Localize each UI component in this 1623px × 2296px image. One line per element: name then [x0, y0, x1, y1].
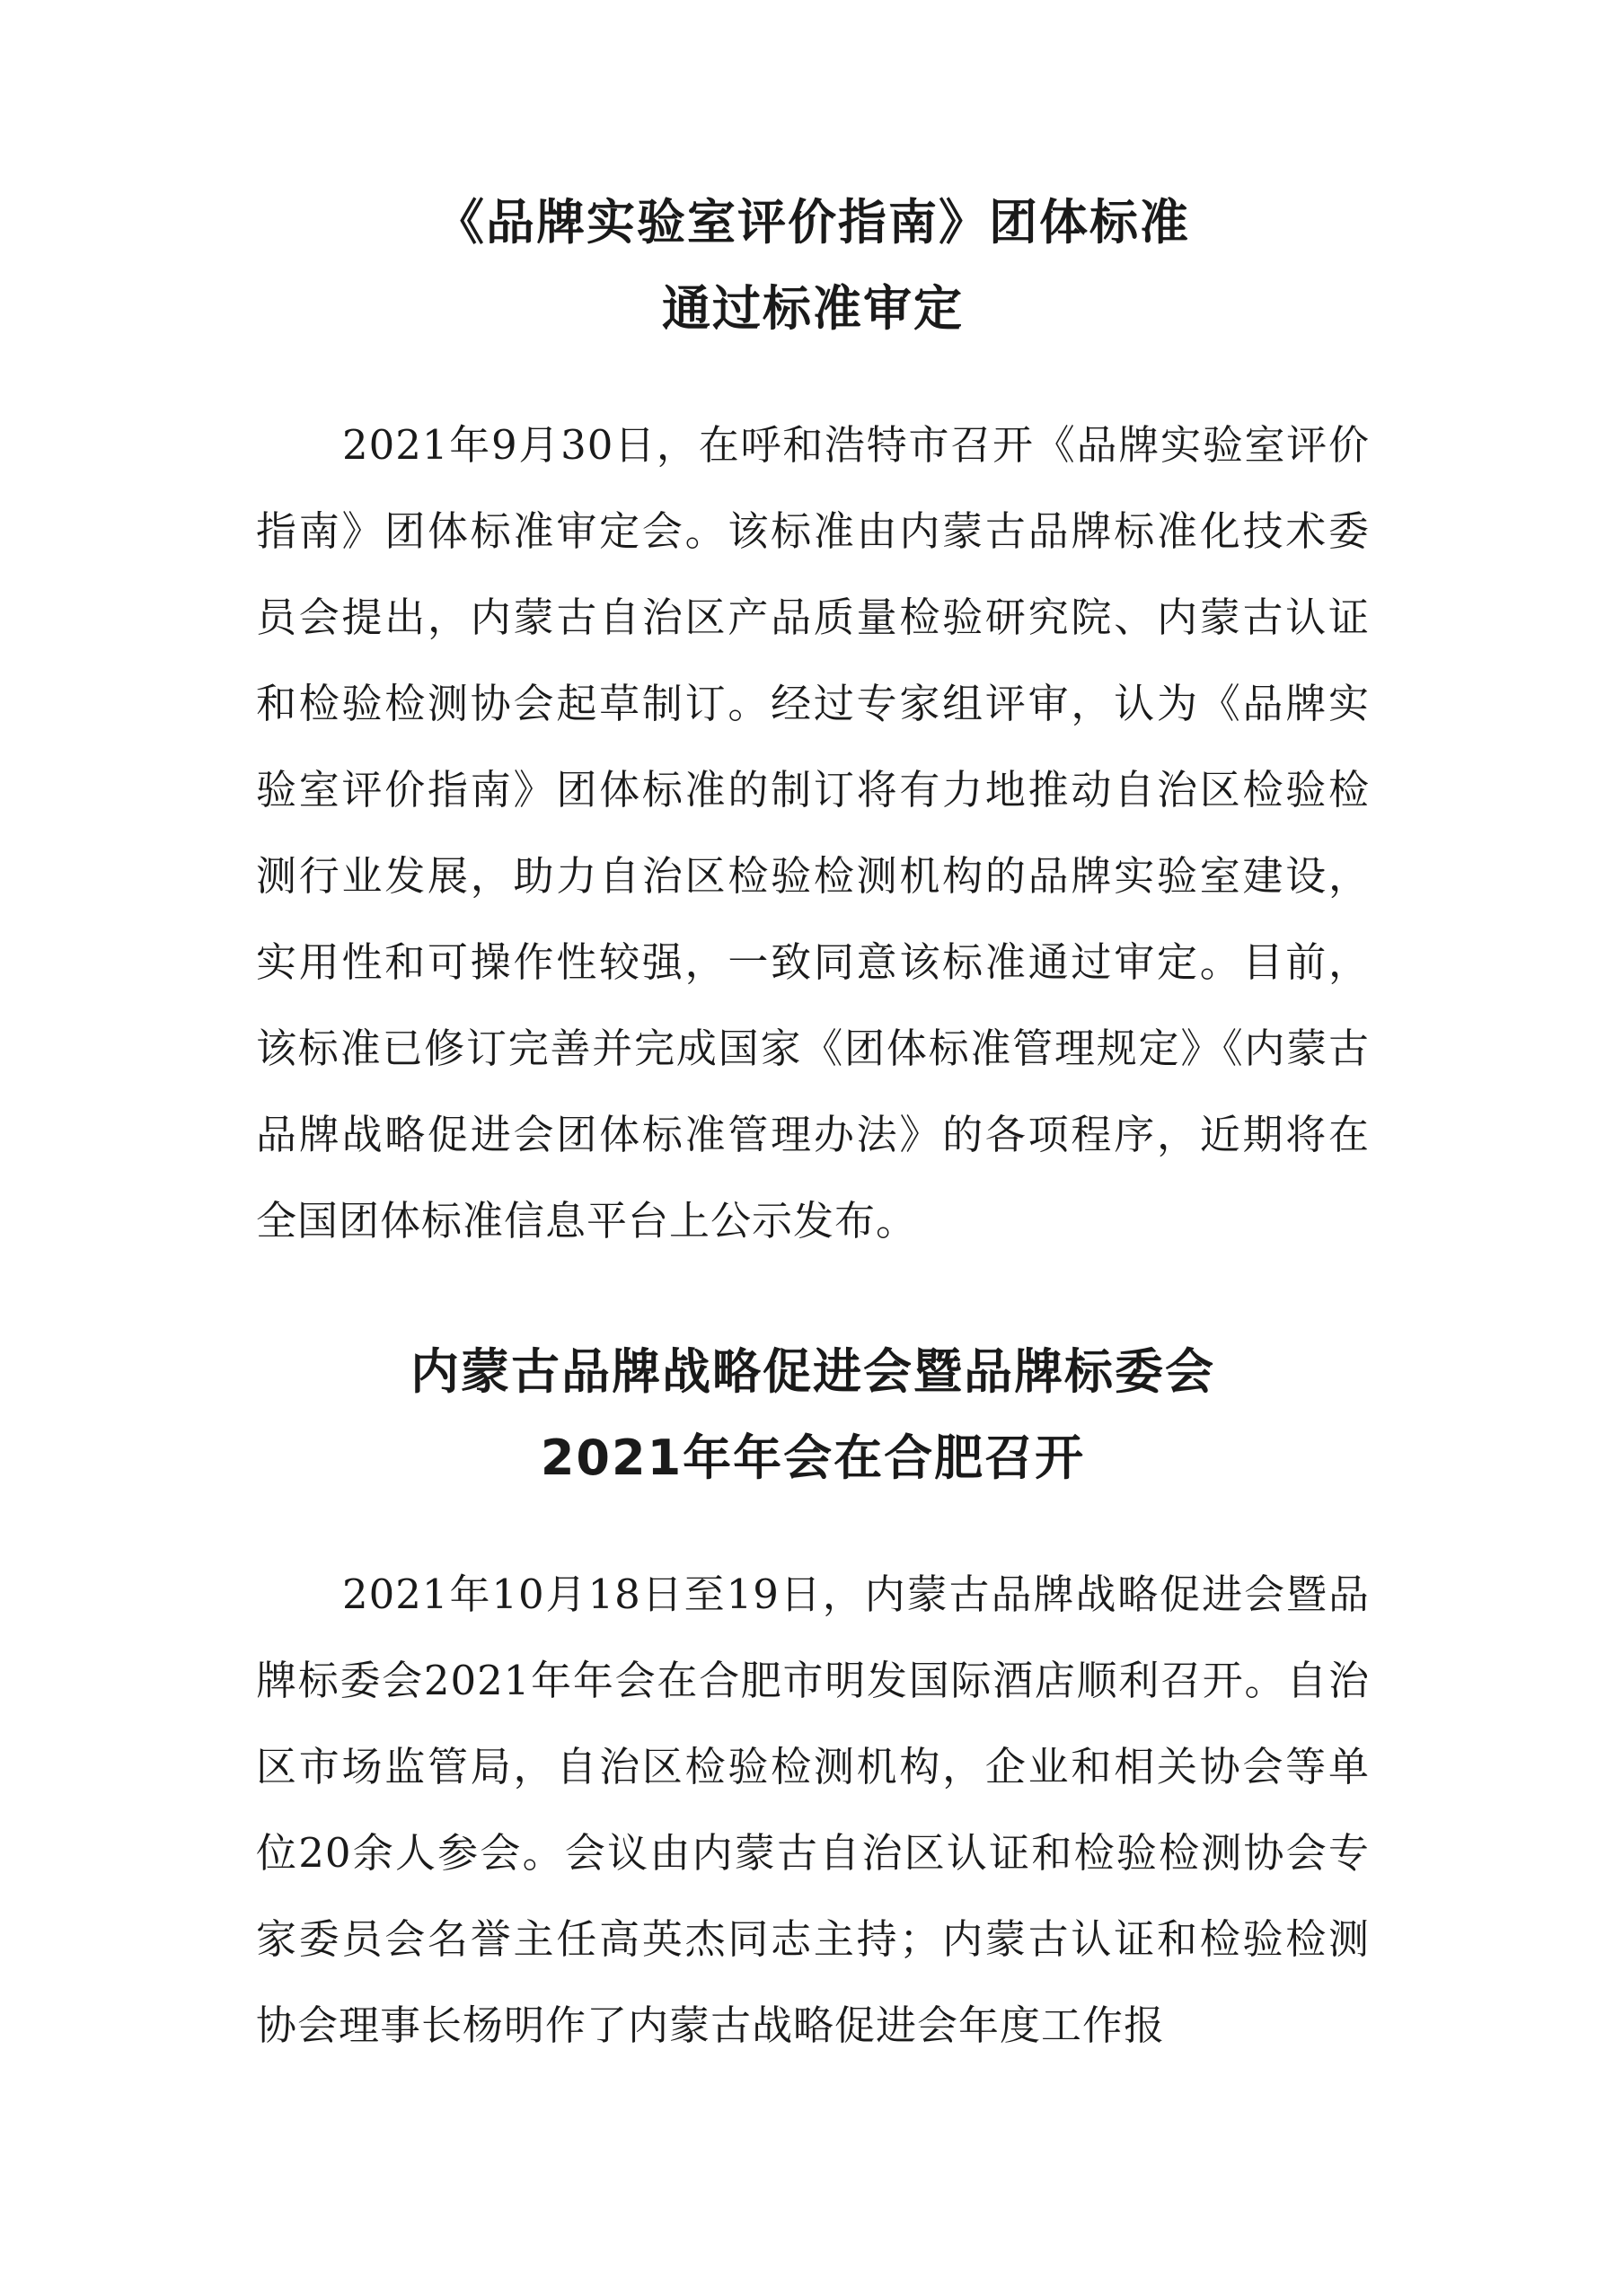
spacer	[256, 352, 1370, 402]
article-title-line-2: 2021年年会在合肥召开	[540, 1430, 1086, 1486]
article-annual-meeting	[256, 1329, 1370, 2069]
article-title-line-1: 《品牌实验室评价指南》团体标准	[436, 194, 1190, 251]
spacer	[256, 1501, 1370, 1552]
article-body: 2021年10月18日至19日，内蒙古品牌战略促进会暨品牌标委会2021年年会在合肥市明发国际酒店顺利召开。自治区市场监管局，自治区检验检测机构，企业和相关协会等单位20余人参会。会议由内蒙古自治区认证和检验检测协会专家委员会名誉主任高英杰同志主持；内蒙古认证和检验检测协会理事长杨明作了内蒙古战略促进会年度工作报	[256, 1570, 1370, 2049]
article-title-line-2: 通过标准审定	[662, 280, 964, 337]
article-title-line-1: 内蒙古品牌战略促进会暨品牌标委会	[410, 1343, 1215, 1400]
article-body: 2021年9月30日，在呼和浩特市召开《品牌实验室评价指南》团体标准审定会。该标准由内蒙古品牌标准化技术委员会提出，内蒙古自治区产品质量检验研究院、内蒙古认证和检验检测协会起草制订。经过专家组评审，认为《品牌实验室评价指南》团体标准的制订将有力地推动自治区检验检测行业发展，助力自治区检验检测机构的品牌实验室建设，实用性和可操作性较强，一致同意该标准通过审定。目前，该标准已修订完善并完成国家《团体标准管理规定》《内蒙古品牌战略促进会团体标准管理办法》的各项程序，近期将在全国团体标准信息平台上公示发布。	[256, 421, 1370, 1245]
article-standard-approval	[256, 180, 1370, 1264]
